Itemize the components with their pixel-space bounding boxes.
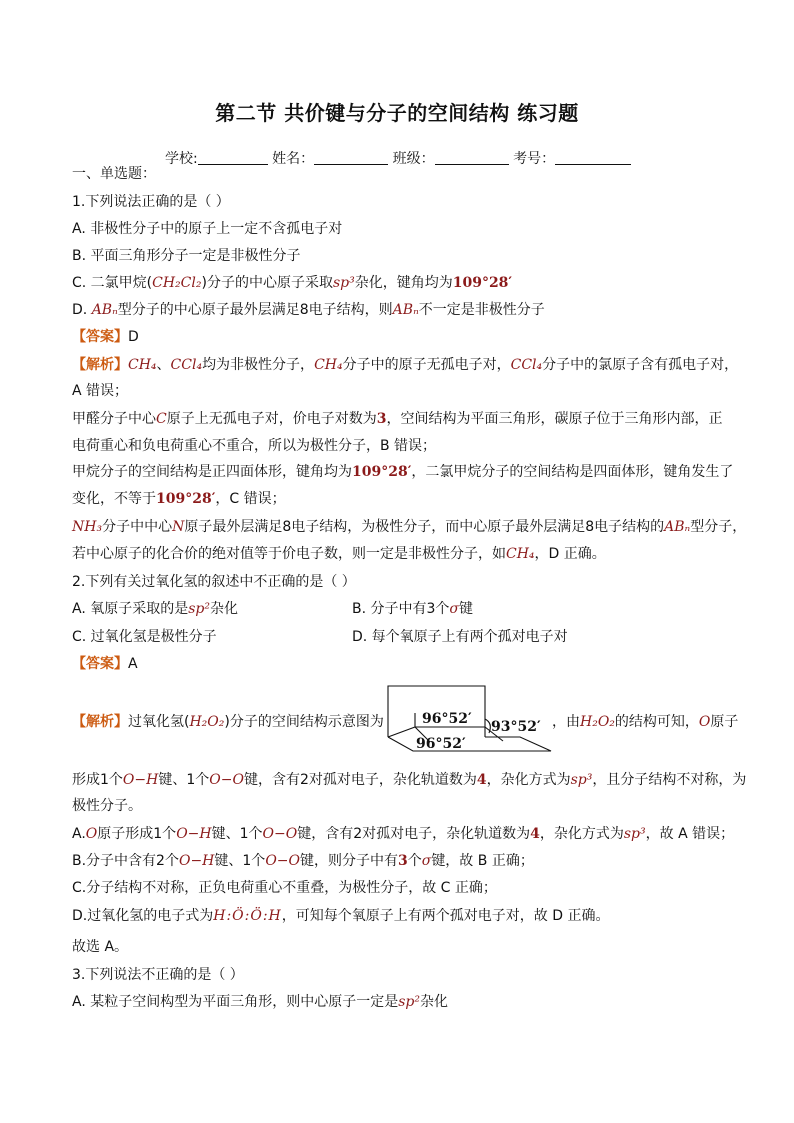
class-label: 班级： (392, 151, 435, 167)
answer-label: 【答案】 (72, 329, 128, 345)
h2o2-structure-figure (385, 683, 575, 753)
q1-analysis-line-6: 变化，不等于109°28′，C 错误； (72, 491, 286, 507)
name-label: 姓名： (272, 151, 315, 167)
q2-analysis-option-d: D.过氧化氢的电子式为H:Ö:Ö:H，可知每个氧原子上有两个孤对电子对，故 D 正确。 (72, 908, 610, 924)
q2-conclusion: 故选 A。 (72, 939, 129, 955)
school-label: 学校: (165, 151, 198, 167)
q2-analysis-line-1: 【解析】过氧化氢(H₂O₂)分子的空间结构示意图为 (72, 714, 384, 730)
q2-stem: 2.下列有关过氧化氢的叙述中不正确的是（ ） (72, 574, 356, 590)
angle-label-bottom: 96°52′ (416, 736, 466, 752)
electron-formula: H:Ö:Ö:H (213, 908, 282, 924)
q1-analysis-line-3: 甲醛分子中心C原子上无孤电子对，价电子对数为3，空间结构为平面三角形，碳原子位于三角形内部，正 (72, 411, 723, 427)
section-heading: 一、单选题： (72, 166, 156, 182)
name-blank (314, 150, 388, 165)
q1-option-d: D. ABₙ型分子的中心原子最外层满足8电子结构，则ABₙ不一定是非极性分子 (72, 302, 545, 318)
q2-analysis-option-c: C.分子结构不对称，正负电荷重心不重叠，为极性分子，故 C 正确； (72, 880, 497, 896)
page-title: 第二节 共价键与分子的空间结构 练习题 (215, 101, 579, 125)
q1-analysis-line-1: 【解析】CH₄、CCl₄均为非极性分子，CH₄分子中的原子无孤电子对，CCl₄分子中的氯原子含有孤电子对， (72, 357, 739, 373)
formula-ch2cl2: CH₂Cl₂ (152, 275, 202, 291)
q2-option-d: D. 每个氧原子上有两个孤对电子对 (352, 629, 568, 645)
q1-analysis-line-5: 甲烷分子的空间结构是正四面体形，键角均为109°28′，二氯甲烷分子的空间结构是四面体形，键角发生了 (72, 464, 734, 480)
q2-analysis-line-3: 极性分子。 (72, 798, 142, 814)
q1-analysis-line-7: NH₃分子中中心N原子最外层满足8电子结构，为极性分子，而中心原子最外层满足8电子结构的ABₙ型分子， (72, 519, 747, 535)
q1-stem: 1.下列说法正确的是（ ） (72, 194, 230, 210)
q1-analysis-line-4: 电荷重心和负电荷重心不重合，所以为极性分子，B 错误； (72, 438, 437, 454)
q2-analysis-option-b: B.分子中含有2个O−H键、1个O−O键，则分子中有3个σ键，故 B 正确； (72, 853, 534, 869)
q2-analysis-line-1-tail: ，由H₂O₂的结构可知，O原子 (552, 714, 739, 730)
q2-answer: 【答案】A (72, 656, 138, 672)
q1-analysis-line-2: A 错误； (72, 383, 129, 399)
student-info-line (165, 148, 631, 168)
q2-option-c: C. 过氧化氢是极性分子 (72, 629, 217, 645)
q3-stem: 3.下列说法不正确的是（ ） (72, 967, 244, 983)
q2-option-a: A. 氧原子采取的是sp²杂化 (72, 601, 238, 617)
angle-label-right: 93°52′ (491, 719, 541, 735)
q1-option-c: C. 二氯甲烷(CH₂Cl₂)分子的中心原子采取sp³杂化，键角均为109°28′ (72, 275, 513, 291)
h2o2-diagram (385, 683, 575, 753)
school-blank (198, 150, 268, 165)
q1-analysis-line-8: 若中心原子的化合价的绝对值等于价电子数，则一定是非极性分子，如CH₄，D 正确。 (72, 546, 606, 562)
bond-angle: 109°28′ (452, 275, 513, 291)
q2-option-b: B. 分子中有3个σ键 (352, 601, 473, 617)
q2-analysis-option-a: A.O原子形成1个O−H键、1个O−O键，含有2对孤对电子，杂化轨道数为4，杂化方式为sp³，故 A 错误； (72, 826, 735, 842)
angle-label-top: 96°52′ (422, 711, 472, 727)
exam-no-label: 考号： (513, 151, 556, 167)
class-blank (435, 150, 509, 165)
q1-answer (72, 327, 139, 347)
answer-value: D (128, 329, 139, 345)
analysis-label: 【解析】 (72, 357, 128, 373)
exam-no-blank (555, 150, 631, 165)
q1-option-a: A. 非极性分子中的原子上一定不含孤电子对 (72, 221, 343, 237)
q3-option-a: A. 某粒子空间构型为平面三角形，则中心原子一定是sp²杂化 (72, 994, 448, 1010)
q2-analysis-line-2: 形成1个O−H键、1个O−O键，含有2对孤对电子，杂化轨道数为4，杂化方式为sp³，且分子结构不对称，为 (72, 772, 747, 788)
formula-sp3: sp³ (332, 275, 355, 291)
q1-option-b: B. 平面三角形分子一定是非极性分子 (72, 248, 301, 264)
